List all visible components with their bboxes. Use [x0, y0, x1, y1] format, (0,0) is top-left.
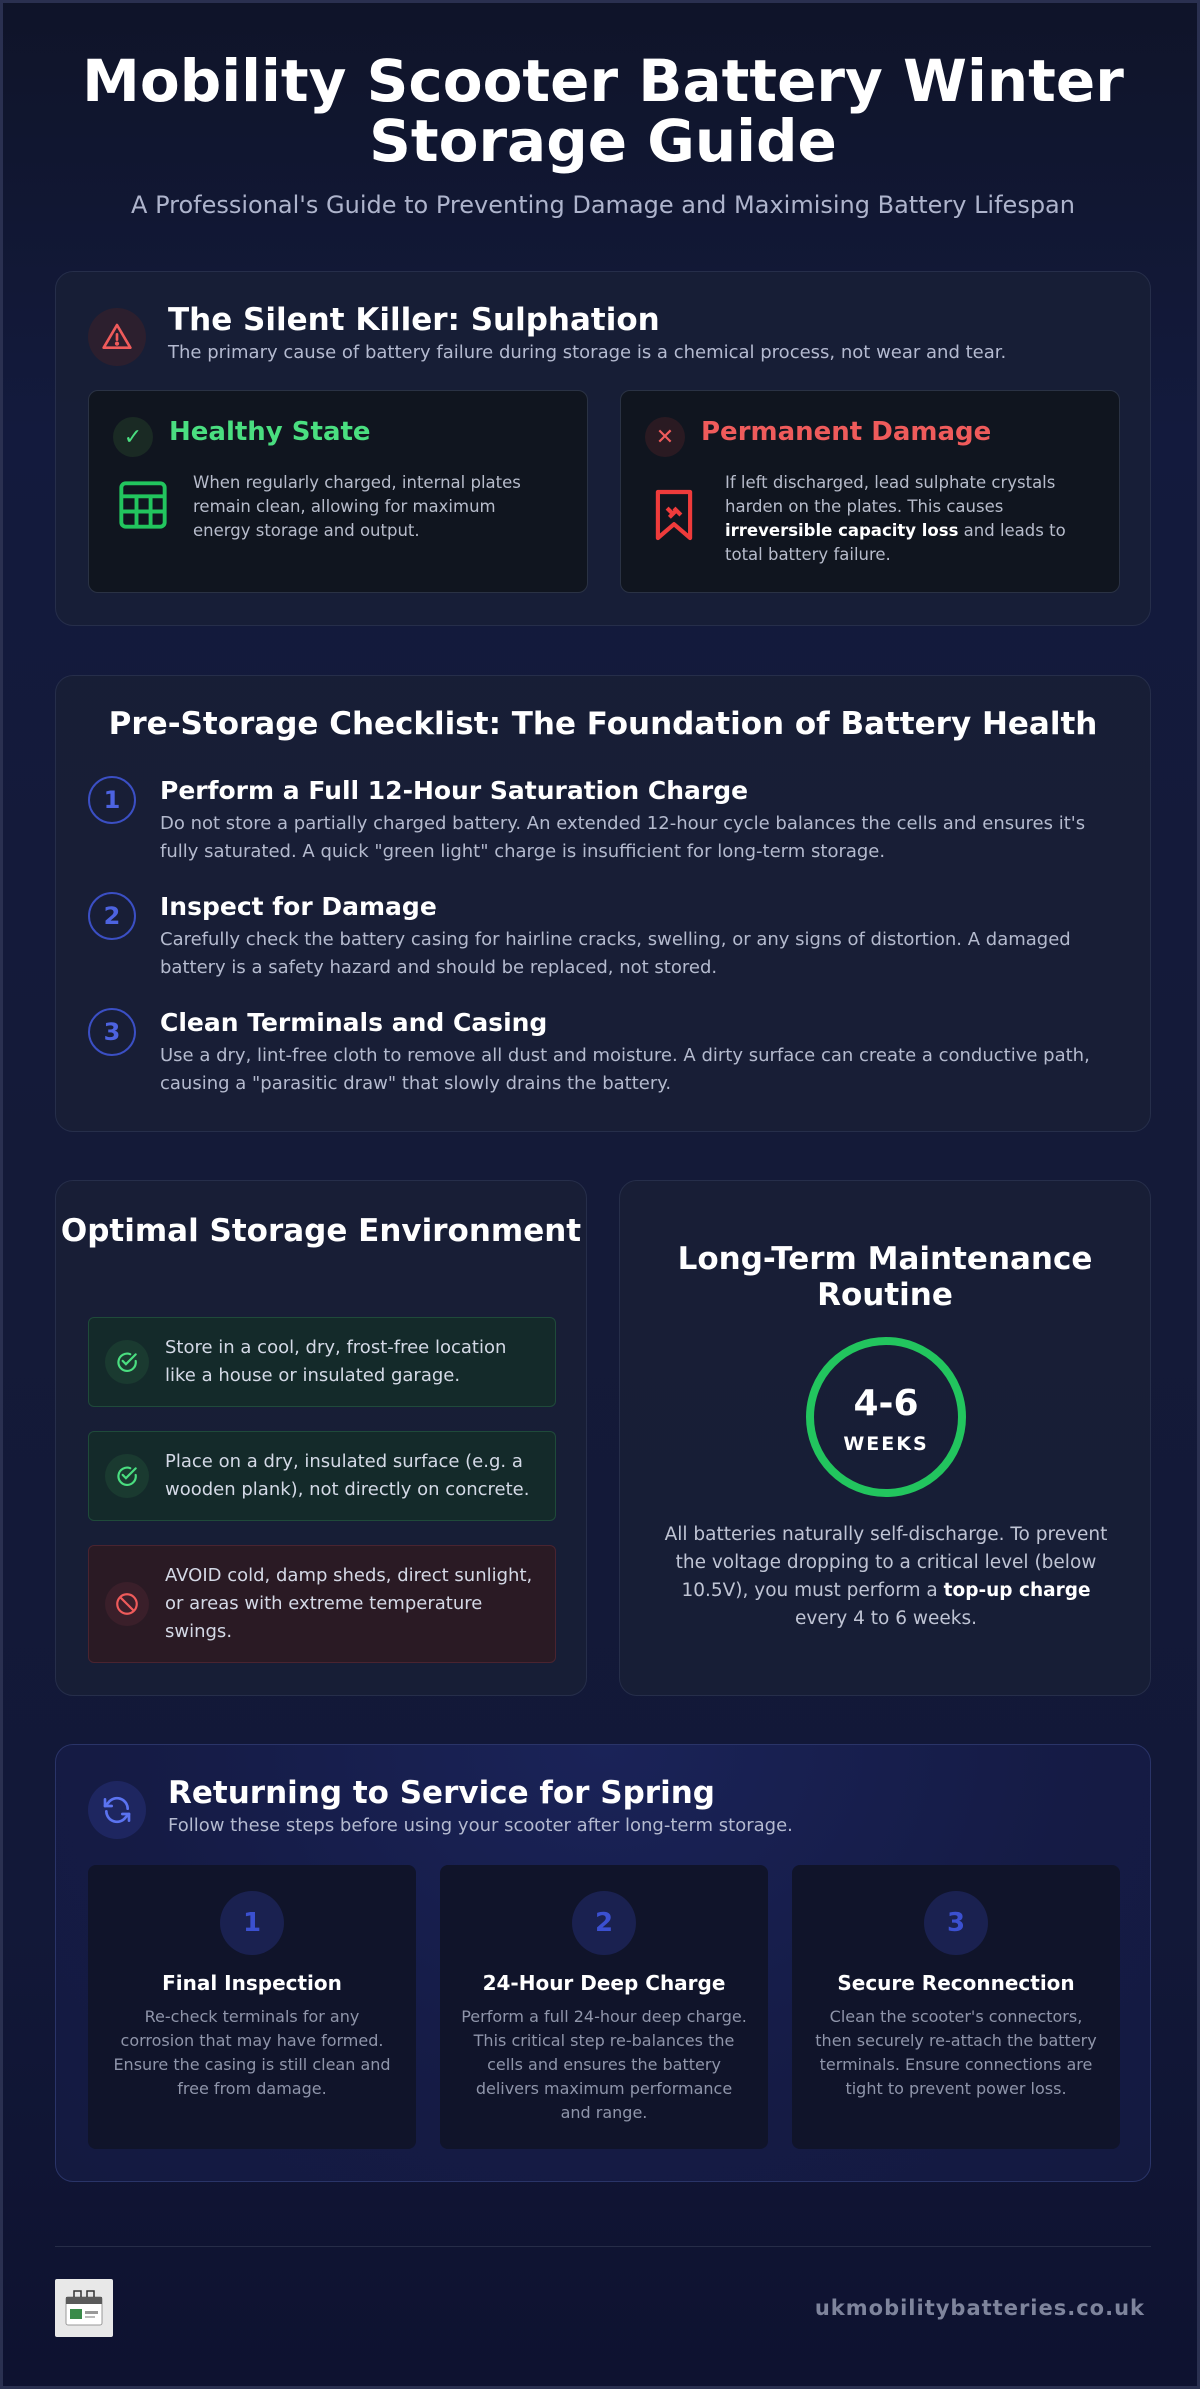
sulphation-title: The Silent Killer: Sulphation	[168, 302, 660, 338]
footer-divider	[55, 2246, 1151, 2247]
refresh-icon	[88, 1781, 146, 1839]
step-number: 2	[88, 892, 136, 940]
step-text: Use a dry, lint-free cloth to remove all dust and moisture. A dirty surface can create a conductive path, causing a "parasitic draw" that slowly drains the battery.	[160, 1045, 1090, 1094]
page-title: Mobility Scooter Battery Winter Storage Guide	[82, 47, 1124, 175]
healthy-state-title: Healthy State	[169, 417, 371, 447]
battery-logo[interactable]	[55, 2279, 113, 2337]
interval-value: 4-6	[853, 1383, 919, 1424]
sulphation-subtitle: The primary cause of battery failure during storage is a chemical process, not wear and tear.	[168, 342, 1007, 363]
maintenance-title: Long-Term Maintenance Routine	[677, 1241, 1093, 1313]
spring-step-text: Perform a full 24-hour deep charge. This critical step re-balances the cells and ensures the battery delivers maximum performance and range.	[461, 2007, 747, 2122]
damage-state-card	[620, 390, 1120, 593]
environment-item-avoid	[88, 1545, 556, 1663]
spring-step-text: Re-check terminals for any corrosion that may have formed. Ensure the casing is still clean and free from damage.	[113, 2007, 391, 2098]
spring-title: Returning to Service for Spring	[168, 1775, 715, 1811]
damaged-battery-icon	[651, 487, 697, 547]
spring-step-number: 3	[924, 1891, 988, 1955]
spring-step-card	[440, 1865, 768, 2149]
check-icon: ✓	[113, 417, 153, 457]
check-circle-icon	[105, 1340, 149, 1384]
warning-icon	[88, 308, 146, 366]
cross-icon: ✕	[645, 417, 685, 457]
checklist-section	[55, 675, 1151, 1132]
spring-step-number: 1	[220, 1891, 284, 1955]
step-title: Inspect for Damage	[160, 892, 437, 921]
damage-state-title: Permanent Damage	[701, 417, 992, 447]
environment-item-good	[88, 1431, 556, 1521]
environment-item-text: AVOID cold, damp sheds, direct sunlight, or areas with extreme temperature swings.	[165, 1565, 533, 1642]
environment-item-text: Place on a dry, insulated surface (e.g. a wooden plank), not directly on concrete.	[165, 1451, 530, 1500]
battery-plates-icon	[117, 479, 169, 535]
spring-step-title: Secure Reconnection	[837, 1971, 1075, 1995]
environment-title: Optimal Storage Environment	[60, 1213, 582, 1249]
step-title: Perform a Full 12-Hour Saturation Charge	[160, 776, 749, 805]
spring-step-title: 24-Hour Deep Charge	[482, 1971, 726, 1995]
check-circle-icon	[105, 1454, 149, 1498]
storage-environment-section	[55, 1180, 587, 1696]
maintenance-text: All batteries naturally self-discharge. To prevent the voltage dropping to a critical level (below 10.5V), you must perform a top-up charge every 4 to 6 weeks.	[664, 1524, 1108, 1629]
spring-step-number: 2	[572, 1891, 636, 1955]
step-text: Carefully check the battery casing for hairline cracks, swelling, or any signs of distortion. A damaged battery is a safety hazard and should be replaced, not stored.	[160, 929, 1071, 978]
checklist-title: Pre-Storage Checklist: The Foundation of Battery Health	[108, 706, 1098, 742]
step-text: Do not store a partially charged battery. An extended 12-hour cycle balances the cells and ensures it's fully saturated. A quick "green light" charge is insufficient for long-term storage.	[160, 813, 1086, 862]
environment-item-text: Store in a cool, dry, frost-free location like a house or insulated garage.	[165, 1337, 507, 1386]
spring-step-card	[88, 1865, 416, 2149]
spring-step-title: Final Inspection	[162, 1971, 342, 1995]
prohibited-icon	[105, 1582, 149, 1626]
spring-step-text: Clean the scooter's connectors, then securely re-attach the battery terminals. Ensure connections are tight to prevent power loss.	[815, 2007, 1097, 2098]
interval-ring	[806, 1337, 966, 1497]
spring-step-card	[792, 1865, 1120, 2149]
healthy-state-text: When regularly charged, internal plates remain clean, allowing for maximum energy storage and output.	[193, 473, 521, 540]
maintenance-section	[619, 1180, 1151, 1696]
interval-unit: WEEKS	[843, 1433, 929, 1455]
damage-state-text: If left discharged, lead sulphate crystals harden on the plates. This causes irreversible capacity loss and leads to total battery failure.	[725, 473, 1066, 564]
footer-website[interactable]: ukmobilitybatteries.co.uk	[814, 2296, 1145, 2320]
sulphation-section	[55, 271, 1151, 626]
healthy-state-card	[88, 390, 588, 593]
spring-subtitle: Follow these steps before using your scooter after long-term storage.	[168, 1815, 793, 1836]
spring-section	[55, 1744, 1151, 2182]
page-subtitle: A Professional's Guide to Preventing Damage and Maximising Battery Lifespan	[131, 191, 1075, 219]
step-number: 1	[88, 776, 136, 824]
step-number: 3	[88, 1008, 136, 1056]
step-title: Clean Terminals and Casing	[160, 1008, 548, 1037]
environment-item-good	[88, 1317, 556, 1407]
